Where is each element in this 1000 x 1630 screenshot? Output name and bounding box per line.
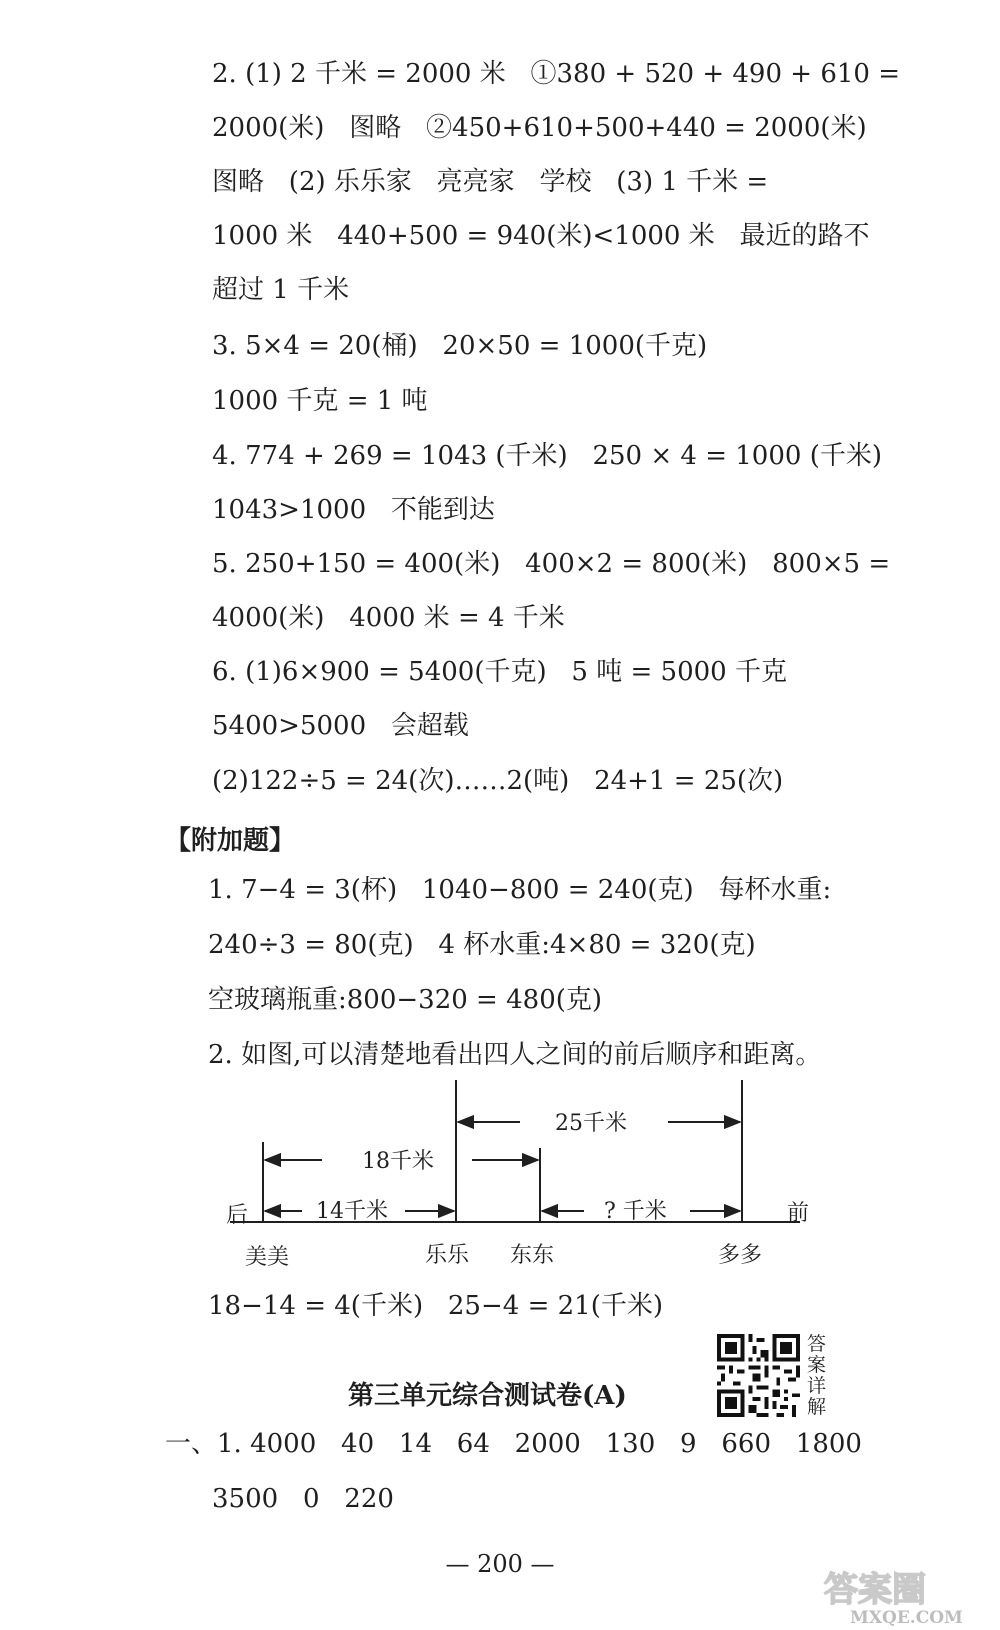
answer-line: 5. 250+150 = 400(米) 400×2 = 800(米) 800×5 = <box>212 549 891 579</box>
answer-line: 超过 1 千米 <box>212 275 350 305</box>
answer-line: 1000 米 440+500 = 940(米)<1000 米 最近的路不 <box>212 221 870 251</box>
answer-line: 5400>5000 会超载 <box>212 711 469 741</box>
answer-line: 图略 (2) 乐乐家 亮亮家 学校 (3) 1 千米 = <box>212 167 769 197</box>
label-lele: 乐乐 <box>425 1243 470 1268</box>
answer-line: 6. (1)6×900 = 5400(千克) 5 吨 = 5000 千克 <box>212 657 787 687</box>
answer-line: 2000(米) 图略 ②450+610+500+440 = 2000(米) <box>212 113 867 143</box>
label-duoduo: 多多 <box>718 1243 763 1268</box>
answer-line: 1000 千克 = 1 吨 <box>212 386 428 416</box>
answer-line: 4000(米) 4000 米 = 4 千米 <box>212 603 565 633</box>
answer-line: 2. (1) 2 千米 = 2000 米 ①380 + 520 + 490 + 610 = <box>212 59 901 89</box>
qr-code[interactable] <box>717 1334 800 1417</box>
answer-line: 2. 如图,可以清楚地看出四人之间的前后顺序和距离。 <box>208 1040 822 1070</box>
answer-line: 3. 5×4 = 20(桶) 20×50 = 1000(千克) <box>212 331 708 361</box>
label-front: 前 <box>787 1201 810 1226</box>
label-unknown-km: ? 千米 <box>604 1199 667 1224</box>
page-number: — 200 — <box>445 1550 555 1578</box>
label-dongdong: 东东 <box>510 1243 555 1268</box>
answer-line: 空玻璃瓶重:800−320 = 480(克) <box>208 985 603 1015</box>
label-back: 后 <box>226 1203 249 1228</box>
answer-line: 一、1. 4000 40 14 64 2000 130 9 660 1800 <box>165 1429 862 1459</box>
svg-text:答案圈: 答案圈 <box>824 1570 926 1610</box>
answer-line: 1. 7−4 = 3(杯) 1040−800 = 240(克) 每杯水重: <box>208 875 832 905</box>
answer-line: 18−14 = 4(千米) 25−4 = 21(千米) <box>208 1291 663 1321</box>
section-heading: 【附加题】 <box>165 826 296 856</box>
distance-diagram <box>0 1080 1000 1270</box>
label-14km: 14千米 <box>316 1199 388 1224</box>
label-25km: 25千米 <box>555 1111 627 1136</box>
svg-text:MXQE.COM: MXQE.COM <box>850 1608 963 1627</box>
unit-test-title: 第三单元综合测试卷(A) <box>348 1381 627 1411</box>
label-meimei: 美美 <box>245 1245 290 1270</box>
answer-line: 4. 774 + 269 = 1043 (千米) 250 × 4 = 1000 (千米) <box>212 441 882 471</box>
label-18km: 18千米 <box>362 1149 434 1174</box>
answer-line: 240÷3 = 80(克) 4 杯水重:4×80 = 320(克) <box>208 930 756 960</box>
answer-line: 1043>1000 不能到达 <box>212 495 495 525</box>
qr-label: 答案详解 <box>807 1333 827 1418</box>
answer-line: (2)122÷5 = 24(次)……2(吨) 24+1 = 25(次) <box>212 766 784 796</box>
answer-line: 3500 0 220 <box>212 1484 394 1514</box>
watermark-logo <box>820 1565 995 1627</box>
